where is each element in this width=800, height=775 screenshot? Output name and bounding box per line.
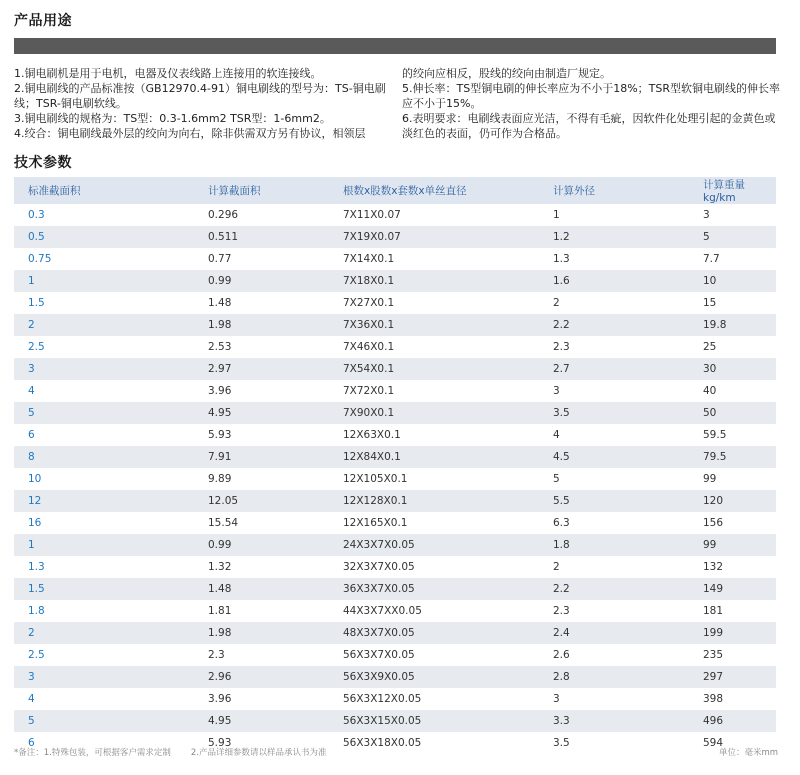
cell-calc-area: 0.511 — [208, 231, 239, 243]
table-row — [14, 314, 776, 336]
table-row — [14, 512, 776, 534]
cell-standard-area: 2.5 — [28, 341, 45, 353]
cell-weight: 30 — [703, 363, 717, 375]
cell-calc-area: 2.53 — [208, 341, 232, 353]
table-body — [14, 204, 776, 754]
cell-calc-area: 1.48 — [208, 297, 232, 309]
table-row — [14, 490, 776, 512]
spec-table-container — [14, 177, 776, 754]
table-row — [14, 710, 776, 732]
usage-line: 3.铜电刷线的规格为：TS型：0.3-1.6mm2 TSR型：1-6mm2。 — [14, 112, 331, 125]
cell-calc-area: 12.05 — [208, 495, 239, 507]
cell-weight: 7.7 — [703, 253, 720, 265]
table-row — [14, 226, 776, 248]
cell-calc-area: 1.32 — [208, 561, 232, 573]
cell-calc-area: 5.93 — [208, 737, 232, 749]
cell-strand-structure: 7X11X0.07 — [343, 209, 401, 221]
table-row — [14, 424, 776, 446]
cell-outer-diameter: 2 — [553, 297, 560, 309]
table-row — [14, 358, 776, 380]
cell-calc-area: 15.54 — [208, 517, 239, 529]
cell-strand-structure: 44X3X7XX0.05 — [343, 605, 422, 617]
cell-standard-area: 1.5 — [28, 297, 45, 309]
table-row — [14, 446, 776, 468]
cell-weight: 99 — [703, 473, 717, 485]
cell-outer-diameter: 3.5 — [553, 407, 570, 419]
cell-weight: 149 — [703, 583, 724, 595]
cell-standard-area: 5 — [28, 715, 35, 727]
cell-strand-structure: 56X3X15X0.05 — [343, 715, 422, 727]
usage-line: 5.伸长率：TS型铜电刷的伸长率应为不小于18%；TSR型软铜电刷线的伸长率应不小于15%。 — [402, 82, 780, 110]
header-strand-structure: 根数x股数x套数x单丝直径 — [343, 185, 467, 197]
cell-weight: 59.5 — [703, 429, 727, 441]
table-row — [14, 534, 776, 556]
footer-note-1: *备注：1.特殊包装，可根据客户需求定制 — [14, 748, 171, 758]
table-row — [14, 666, 776, 688]
cell-weight: 99 — [703, 539, 717, 551]
cell-strand-structure: 7X72X0.1 — [343, 385, 395, 397]
table-header-row — [14, 177, 776, 204]
cell-strand-structure: 7X46X0.1 — [343, 341, 395, 353]
cell-standard-area: 1 — [28, 539, 35, 551]
cell-outer-diameter: 2.3 — [553, 605, 570, 617]
cell-weight: 297 — [703, 671, 724, 683]
table-row — [14, 402, 776, 424]
cell-strand-structure: 7X54X0.1 — [343, 363, 395, 375]
cell-strand-structure: 48X3X7X0.05 — [343, 627, 415, 639]
cell-outer-diameter: 1.6 — [553, 275, 570, 287]
cell-outer-diameter: 2.4 — [553, 627, 570, 639]
cell-standard-area: 1 — [28, 275, 35, 287]
header-calc-area: 计算截面积 — [208, 185, 261, 197]
cell-outer-diameter: 1.2 — [553, 231, 570, 243]
table-row — [14, 578, 776, 600]
cell-outer-diameter: 3 — [553, 693, 560, 705]
cell-outer-diameter: 3.5 — [553, 737, 570, 749]
cell-outer-diameter: 3.3 — [553, 715, 570, 727]
cell-standard-area: 2 — [28, 627, 35, 639]
cell-outer-diameter: 3 — [553, 385, 560, 397]
cell-weight: 5 — [703, 231, 710, 243]
cell-calc-area: 3.96 — [208, 693, 232, 705]
usage-line: 6.表明要求：电刷线表面应光洁，不得有毛疵，因软件化处理引起的金黄色或淡红色的表面，仍可作为合格品。 — [402, 112, 776, 140]
cell-weight: 3 — [703, 209, 710, 221]
table-row — [14, 336, 776, 358]
table-row — [14, 248, 776, 270]
cell-calc-area: 1.48 — [208, 583, 232, 595]
usage-line: 2.铜电刷线的产品标准按（GB12970.4-91）铜电刷线的型号为：TS-铜电刷线；TSR-铜电刷软线。 — [14, 82, 386, 110]
table-row — [14, 600, 776, 622]
section-divider-bar — [14, 38, 776, 54]
footer-unit: 单位：毫米mm — [718, 748, 778, 758]
usage-line: 的绞向应相反，股线的绞向由制造厂规定。 — [402, 67, 611, 80]
section-title-params: 技术参数 — [14, 155, 72, 171]
cell-outer-diameter: 2 — [553, 561, 560, 573]
cell-standard-area: 2.5 — [28, 649, 45, 661]
cell-strand-structure: 12X84X0.1 — [343, 451, 401, 463]
cell-standard-area: 10 — [28, 473, 42, 485]
cell-outer-diameter: 1 — [553, 209, 560, 221]
cell-weight: 398 — [703, 693, 724, 705]
cell-strand-structure: 7X90X0.1 — [343, 407, 395, 419]
cell-weight: 496 — [703, 715, 724, 727]
cell-standard-area: 4 — [28, 385, 35, 397]
cell-standard-area: 1.8 — [28, 605, 45, 617]
cell-outer-diameter: 2.2 — [553, 319, 570, 331]
cell-calc-area: 1.98 — [208, 319, 232, 331]
cell-weight: 79.5 — [703, 451, 727, 463]
cell-calc-area: 4.95 — [208, 715, 232, 727]
header-standard-area: 标准截面积 — [28, 185, 81, 197]
cell-weight: 156 — [703, 517, 724, 529]
cell-strand-structure: 36X3X7X0.05 — [343, 583, 415, 595]
cell-strand-structure: 12X128X0.1 — [343, 495, 408, 507]
cell-standard-area: 2 — [28, 319, 35, 331]
cell-outer-diameter: 1.8 — [553, 539, 570, 551]
cell-weight: 594 — [703, 737, 724, 749]
cell-calc-area: 0.296 — [208, 209, 239, 221]
cell-weight: 19.8 — [703, 319, 727, 331]
cell-strand-structure: 56X3X18X0.05 — [343, 737, 422, 749]
cell-calc-area: 0.99 — [208, 539, 232, 551]
cell-outer-diameter: 2.6 — [553, 649, 570, 661]
cell-calc-area: 3.96 — [208, 385, 232, 397]
cell-outer-diameter: 4.5 — [553, 451, 570, 463]
usage-line: 4.绞合：铜电刷线最外层的绞向为向右，除非供需双方另有协议，相领层 — [14, 127, 366, 140]
cell-outer-diameter: 4 — [553, 429, 560, 441]
cell-calc-area: 9.89 — [208, 473, 232, 485]
cell-outer-diameter: 1.3 — [553, 253, 570, 265]
table-row — [14, 622, 776, 644]
cell-outer-diameter: 6.3 — [553, 517, 570, 529]
cell-weight: 199 — [703, 627, 724, 639]
cell-standard-area: 1.3 — [28, 561, 45, 573]
cell-strand-structure: 12X105X0.1 — [343, 473, 408, 485]
cell-calc-area: 5.93 — [208, 429, 232, 441]
table-row — [14, 292, 776, 314]
table-row — [14, 556, 776, 578]
cell-weight: 235 — [703, 649, 724, 661]
cell-strand-structure: 7X18X0.1 — [343, 275, 395, 287]
cell-standard-area: 5 — [28, 407, 35, 419]
cell-weight: 10 — [703, 275, 717, 287]
cell-calc-area: 0.77 — [208, 253, 232, 265]
cell-weight: 120 — [703, 495, 724, 507]
cell-standard-area: 16 — [28, 517, 42, 529]
cell-outer-diameter: 5.5 — [553, 495, 570, 507]
cell-calc-area: 7.91 — [208, 451, 232, 463]
header-weight: 计算重量kg/km — [703, 179, 745, 204]
cell-outer-diameter: 2.3 — [553, 341, 570, 353]
cell-weight: 132 — [703, 561, 724, 573]
cell-strand-structure: 7X14X0.1 — [343, 253, 395, 265]
cell-strand-structure: 7X27X0.1 — [343, 297, 395, 309]
cell-standard-area: 6 — [28, 737, 35, 749]
cell-weight: 181 — [703, 605, 724, 617]
usage-line: 1.铜电刷机是用于电机，电器及仪表线路上连接用的软连接线。 — [14, 67, 322, 80]
cell-calc-area: 1.81 — [208, 605, 232, 617]
cell-strand-structure: 24X3X7X0.05 — [343, 539, 415, 551]
footer-note-2: 2.产品详细参数请以样品承认书为准 — [190, 748, 327, 758]
table-row — [14, 468, 776, 490]
cell-calc-area: 0.99 — [208, 275, 232, 287]
cell-standard-area: 1.5 — [28, 583, 45, 595]
cell-outer-diameter: 2.8 — [553, 671, 570, 683]
cell-calc-area: 4.95 — [208, 407, 232, 419]
cell-weight: 25 — [703, 341, 717, 353]
cell-strand-structure: 32X3X7X0.05 — [343, 561, 415, 573]
cell-standard-area: 3 — [28, 671, 35, 683]
table-row — [14, 380, 776, 402]
cell-calc-area: 1.98 — [208, 627, 232, 639]
cell-weight: 15 — [703, 297, 717, 309]
cell-standard-area: 0.5 — [28, 231, 45, 243]
cell-outer-diameter: 5 — [553, 473, 560, 485]
section-title-usage: 产品用途 — [14, 13, 72, 29]
cell-calc-area: 2.3 — [208, 649, 225, 661]
cell-standard-area: 0.75 — [28, 253, 52, 265]
cell-outer-diameter: 2.7 — [553, 363, 570, 375]
footer-notes — [14, 746, 327, 758]
cell-strand-structure: 7X19X0.07 — [343, 231, 401, 243]
cell-standard-area: 3 — [28, 363, 35, 375]
spec-table — [14, 177, 776, 754]
cell-strand-structure: 7X36X0.1 — [343, 319, 395, 331]
cell-calc-area: 2.96 — [208, 671, 232, 683]
cell-standard-area: 12 — [28, 495, 42, 507]
table-row — [14, 644, 776, 666]
cell-standard-area: 4 — [28, 693, 35, 705]
table-row — [14, 270, 776, 292]
table-row — [14, 688, 776, 710]
cell-weight: 40 — [703, 385, 717, 397]
cell-calc-area: 2.97 — [208, 363, 232, 375]
usage-description-left — [14, 66, 394, 141]
cell-outer-diameter: 2.2 — [553, 583, 570, 595]
table-row — [14, 204, 776, 226]
cell-standard-area: 6 — [28, 429, 35, 441]
cell-strand-structure: 12X165X0.1 — [343, 517, 408, 529]
header-outer-diameter: 计算外径 — [553, 185, 595, 197]
usage-description-right — [402, 66, 786, 141]
cell-weight: 50 — [703, 407, 717, 419]
cell-standard-area: 0.3 — [28, 209, 45, 221]
cell-standard-area: 8 — [28, 451, 35, 463]
cell-strand-structure: 56X3X9X0.05 — [343, 671, 415, 683]
cell-strand-structure: 56X3X7X0.05 — [343, 649, 415, 661]
cell-strand-structure: 12X63X0.1 — [343, 429, 401, 441]
cell-strand-structure: 56X3X12X0.05 — [343, 693, 422, 705]
